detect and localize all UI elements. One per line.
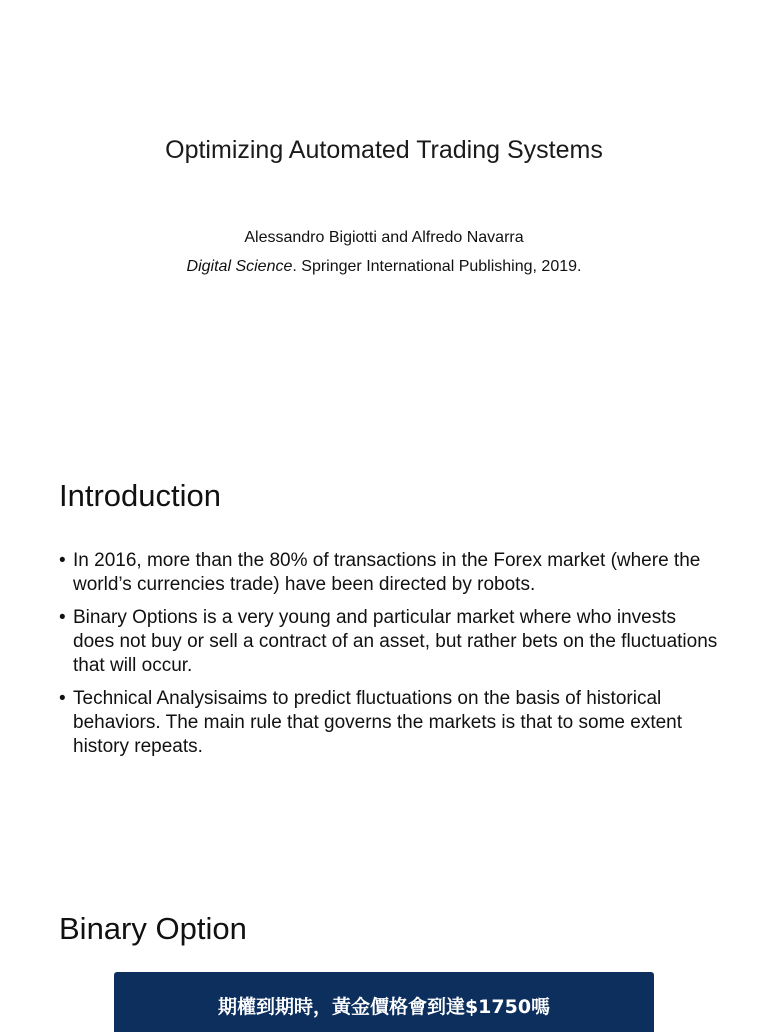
citation-publisher: . Springer International Publishing, 2019. bbox=[292, 258, 582, 275]
title-slide bbox=[0, 0, 768, 432]
introduction-heading: Introduction bbox=[59, 478, 221, 513]
bullet-text: Technical Analysisaims to predict fluctuations on the basis of historical behaviors. The main rule that governs the markets is that to some extent history repeats. bbox=[73, 688, 683, 757]
bullet-text: In 2016, more than the 80% of transactions in the Forex market (where the world’s currencies trade) have been directed by robots. bbox=[73, 550, 701, 595]
binary-option-slide bbox=[0, 864, 768, 1024]
bullet-icon: • bbox=[59, 688, 66, 709]
citation-venue: Digital Science bbox=[186, 258, 293, 275]
bullet-item bbox=[59, 606, 719, 678]
deck-citation bbox=[0, 258, 768, 276]
introduction-slide bbox=[0, 432, 768, 864]
bullet-item bbox=[59, 687, 719, 759]
bullet-icon: • bbox=[59, 550, 66, 571]
bullet-item bbox=[59, 549, 719, 597]
deck-authors: Alessandro Bigiotti and Alfredo Navarra bbox=[244, 229, 524, 246]
question-banner bbox=[114, 972, 654, 1032]
deck-title: Optimizing Automated Trading Systems bbox=[165, 136, 603, 164]
bullet-icon: • bbox=[59, 607, 66, 628]
binary-option-heading: Binary Option bbox=[59, 911, 247, 946]
question-banner-text: 期權到期時，黃金價格會到達$1750嗎 bbox=[217, 996, 551, 1018]
introduction-bullet-list bbox=[59, 549, 719, 768]
bullet-text: Binary Options is a very young and particular market where who invests does not buy or sell a contract of an asset, but rather bets on the fluctuations that will occur. bbox=[73, 607, 718, 676]
